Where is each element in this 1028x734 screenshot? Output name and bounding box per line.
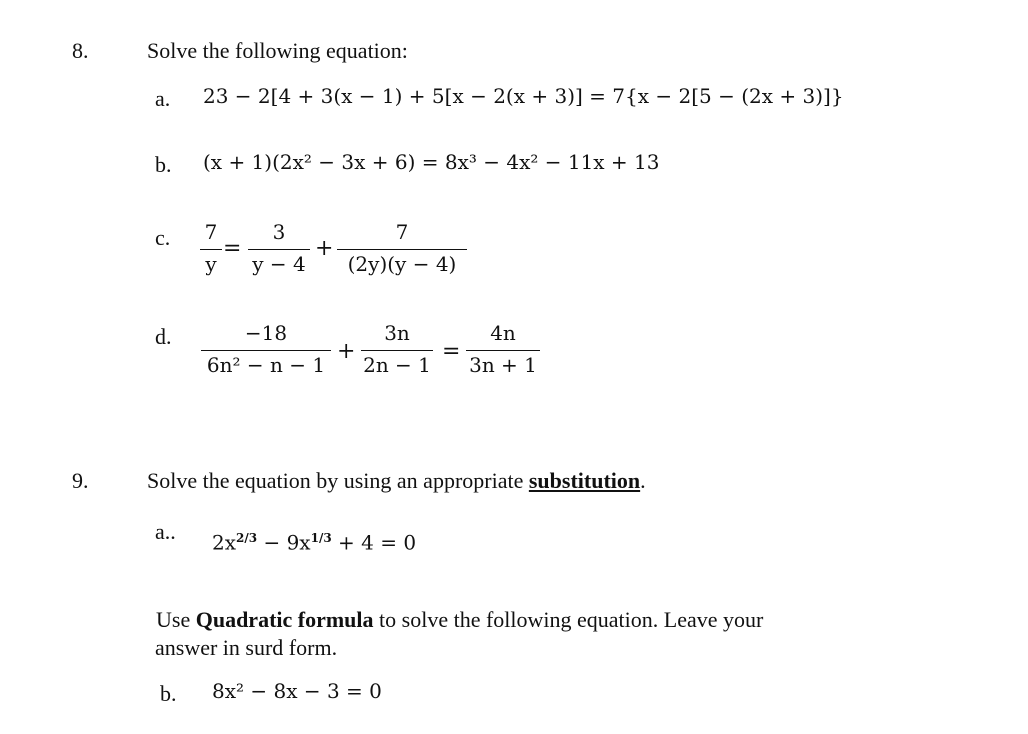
q9a-term-3: + 4 = 0	[331, 530, 417, 555]
fraction-bar	[201, 350, 331, 351]
q8d-f3-numerator: 4n	[490, 321, 516, 345]
q9-instruction-period: .	[640, 468, 646, 493]
q9b-equation: 8x² − 8x − 3 = 0	[212, 679, 382, 703]
q9-instruction-text: Solve the equation by using an appropriate	[147, 468, 529, 493]
fraction-bar	[337, 249, 467, 250]
q8c-f2-numerator: 3	[272, 220, 286, 244]
q8c-equals: =	[223, 236, 242, 261]
question-8-number: 8.	[72, 38, 89, 63]
fraction-bar	[361, 350, 433, 351]
q9a-equation	[212, 532, 416, 553]
q8c-f3-numerator: 7	[395, 220, 409, 244]
q8b-equation: (x + 1)(2x² − 3x + 6) = 8x³ − 4x² − 11x + 13	[203, 150, 660, 174]
q8c-plus: +	[315, 236, 334, 261]
q8c-label: c.	[155, 225, 171, 250]
q8d-fraction-2	[361, 323, 433, 379]
q9a-term-2: − 9x	[257, 530, 311, 555]
quadratic-formula-keyword: Quadratic formula	[195, 607, 374, 632]
q8d-f1-denominator: 6n² − n − 1	[206, 353, 326, 377]
q8d-f2-denominator: 2n − 1	[363, 353, 431, 377]
quadratic-instruction	[156, 609, 763, 631]
q8d-f2-numerator: 3n	[384, 321, 410, 345]
question-9-instruction	[147, 470, 646, 492]
q8d-fraction-3	[466, 323, 540, 379]
question-9-number: 9.	[72, 468, 89, 493]
q9-substitution-keyword: substitution	[528, 468, 641, 493]
q8d-label: d.	[155, 324, 172, 349]
question-8-instruction: Solve the following equation:	[147, 38, 408, 63]
q8c-fraction-2	[248, 222, 310, 278]
q8c-f3-denominator: (2y)(y − 4)	[347, 252, 457, 276]
q8c-fraction-3	[337, 222, 467, 278]
quad-instruction-post: to solve the following equation. Leave your	[373, 607, 764, 632]
q9b-label: b.	[160, 681, 177, 706]
q8d-equals: =	[442, 339, 461, 364]
q8c-f1-numerator: 7	[204, 220, 218, 244]
q9a-label: a..	[155, 519, 176, 544]
q8b-label: b.	[155, 152, 172, 177]
q8d-f3-denominator: 3n + 1	[469, 353, 537, 377]
q8d-f1-numerator: −18	[244, 321, 288, 345]
fraction-bar	[200, 249, 222, 250]
q9a-exponent-1: 2/3	[236, 531, 258, 545]
fraction-bar	[466, 350, 540, 351]
q8d-fraction-1	[201, 323, 331, 379]
q9a-term-1: 2x	[212, 530, 237, 555]
fraction-bar	[248, 249, 310, 250]
q8c-fraction-1	[200, 222, 222, 278]
quadratic-instruction-line-2: answer in surd form.	[155, 635, 338, 660]
q8c-f2-denominator: y − 4	[252, 252, 306, 276]
quad-instruction-pre: Use	[156, 607, 196, 632]
q9a-exponent-2: 1/3	[310, 531, 332, 545]
q8d-plus: +	[337, 339, 356, 364]
q8c-f1-denominator: y	[205, 252, 217, 276]
q8a-label: a.	[155, 86, 171, 111]
q8a-equation: 23 − 2[4 + 3(x − 1) + 5[x − 2(x + 3)] = 7{x − 2[5 − (2x + 3)]}	[203, 84, 844, 108]
